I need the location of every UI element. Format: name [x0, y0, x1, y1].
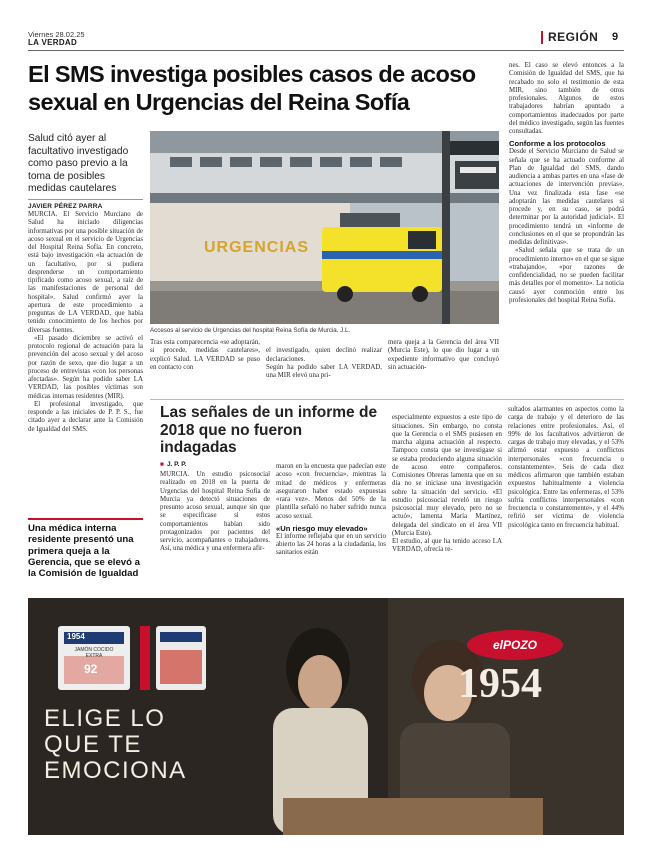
- ad-slogan-line: QUE TE: [44, 731, 142, 758]
- paragraph: «Salud señala que se trata de un procedimiento interno» en el que se sigue «trabajando», «por razones de confidencialidad, no se pueden facilitar más detalles por el momento». La noticia causó ayer conmoción entre los profesionales del hospital Reina Sofía.: [509, 247, 624, 304]
- box-column-1: [160, 471, 270, 591]
- paragraph: Tras esta comparecencia «se adoptarán, si procede, medidas cautelares», explicó Salud. LA VERDAD se puso en contacto con: [150, 339, 260, 371]
- paragraph: MURCIA. Un estudio psicosocial realizado en 2018 en la puerta de Urgencias del hospital Reina Sofía de Murcia ya detectó situaciones de presunto acoso sexual, aunque sin que se especificase si estos comportamientos habían sido protagonizados por pacientes del servicio, acompañantes o trabajadores. Así, una médica y una enfermera afir-: [160, 471, 270, 553]
- section-label: REGIÓN: [541, 31, 598, 44]
- ad-product-text: JAMÓN COCIDO EXTRA: [74, 647, 114, 659]
- article-headline: El SMS investiga posibles casos de acoso sexual en Urgencias del Reina Sofía: [28, 61, 476, 115]
- hospital-entrance-illustration: [150, 131, 499, 324]
- paragraph: especialmente expuestos a este tipo de situaciones. Sin embargo, no consta que la Gerencia o el SMS pusiesen en marcha alguna actuación al respecto. Tampoco consta que se investigase si se estaba produciendo alguna situación de acoso entre compañeros. Comisiones Obreras lamenta que en su día no se iniciase una investigación sobre la situación del servicio. «El estudio psicosocial reveló un riesgo psicosocial muy elevado, pero no se actuó», lamenta María Martínez, delegada del sindicato en el área VII (Murcia Este). El estudio, al que ha tenido acceso LA VERDAD, ofrecía re-: [392, 414, 502, 554]
- urgencias-sign: URGENCIAS: [204, 239, 310, 256]
- elpozo-logo[interactable]: elPOZO: [467, 630, 563, 660]
- box-subheading: «Un riesgo muy elevado»: [276, 523, 368, 533]
- box-column-2: [276, 463, 386, 591]
- paragraph: nes. El caso se elevó entonces a la Comisión de Igualdad del SMS, que ha recabado no solo el testimonio de esta MIR, sino también de otros profesionales. Algunos de estos trabajadores habrían apuntado a comportamientos inadecuados por parte del médico investigado, según las fuentes consultadas.: [509, 62, 624, 135]
- header-rule: [28, 50, 624, 51]
- featured-quote: Una médica interna residente presentó una primera queja a la Gerencia, que se elevó a la Comisión de Igualdad: [28, 518, 143, 579]
- box-column-3: [392, 406, 502, 591]
- urgencias-photo: [150, 131, 499, 324]
- photo-caption: Accesos al servicio de Urgencias del hospital Reina Sofía de Murcia. J.L.: [150, 327, 351, 334]
- paragraph: mera queja a la Gerencia del área VII (Murcia Este), lo que dio lugar a un expediente informativo que concluyó sin actuación-: [388, 339, 499, 371]
- article-subhead: Salud citó ayer al facultativo investigado como paso previo a la toma de posibles medidas cautelares: [28, 133, 129, 195]
- box-column-4: [508, 406, 624, 591]
- box-byline: ■ J. P. P.: [160, 461, 187, 468]
- paragraph: El informe reflejaba que en un servicio abierto las 24 horas a la ciudadanía, los sanitarios están: [276, 532, 386, 557]
- paragraph: «El pasado diciembre se activó el protocolo regional de actuación para la prevención del acoso sexual y del acoso por razón de sexo, que dio lugar a un proceso de entrevistas «con los personas afectadas». Según ha podido saber LA VERDAD, las posibles víctimas son médicas internas residentes (MIR).: [28, 334, 143, 400]
- paragraph: El profesional investigado, que responde a las iniciales de P. P. S., fue citado ayer a declarar ante la Comisión de Igualdad del SMS.: [28, 400, 143, 433]
- ad-product-year: 1954: [67, 632, 85, 641]
- article-column-1: [28, 211, 143, 511]
- article-column-2: [150, 339, 260, 389]
- article-column-right: [509, 62, 624, 390]
- article-byline: JAVIER PÉREZ PARRA: [28, 199, 143, 210]
- ad-slogan-line: ELIGE LO: [44, 705, 166, 732]
- paragraph: el investigado, quien declinó realizar declaraciones. Según ha podido saber LA VERDAD, una MIR elevó una pri-: [266, 347, 382, 379]
- article-column-4: [388, 339, 499, 389]
- ad-slogan: [44, 706, 187, 784]
- box-top-rule: [150, 399, 624, 400]
- paragraph: maron en la encuesta que padecían este acoso «con frecuencia», mientras la mitad de médicos y enfermeras aseguraron haber estado expuestas «rara vez». Menos del 50% de la plantilla señaló no haber sufrido nunca acoso sexual.: [276, 463, 386, 520]
- ad-slogan-line: EMOCIONA: [44, 757, 187, 784]
- advertisement[interactable]: [28, 598, 624, 835]
- newspaper-brand: LA VERDAD: [28, 38, 78, 47]
- article-subheading: Conforme a los protocolos: [509, 139, 606, 149]
- paragraph: Desde el Servicio Murciano de Salud se señala que se ha actuado conforme al Plan de Igualdad del SMS, dando audiencia a ambas partes en una «fase de actuaciones de intervención previas». Una vez finalizada esta fase «se adoptarán las medidas cautelares si procede y, en su caso, se podrá determinar por la autoridad judicial». El procedimiento tendrá un «informe de conclusiones en el que se propondrán las medidas definitivas».: [509, 148, 624, 246]
- box-headline: Las señales de un informe de 2018 que no fueron indagadas: [160, 404, 378, 456]
- ad-product-number: 92: [84, 662, 98, 676]
- page-number: 9: [612, 31, 619, 43]
- paragraph: sultados alarmantes en aspectos como la carga de trabajo y el deterioro de las relaciones entre profesionales. Así, el 99% de los facultativos advirtieron de cargas de trabajo muy elevadas, y el 53% afirmó estar expuesto a conflictos interpersonales «con frecuencia o constantemente». Seis de cada diez médicos afirmaron que también estaban expuestos habitualmente a violencia psicológica. Entre las enfermeras, el 53% sufría conflictos interpersonales «con frecuencia o constantemente», y el 44% refirió ser víctima de violencia psicológica tanto en frecuencia habitual.: [508, 406, 624, 529]
- paragraph: MURCIA. El Servicio Murciano de Salud ha iniciado diligencias informativas por una posible situación de acoso sexual en el servicio de Urgencias del Hospital Reina Sofía. En concreto, está bajo investigación «la actuación de un facultativo, por si pudiera desprenderse un comportamiento tipificado como acoso sexual, a raíz de las manifestaciones de personal del hospital». Salud confirmó ayer la apertura de este procedimiento a preguntas de LA VERDAD, que había tenido conocimiento de los hechos por diversas fuentes.: [28, 211, 143, 334]
- ad-year: 1954: [458, 661, 542, 707]
- issue-date: Viernes 28.02.25: [28, 30, 85, 39]
- article-column-3: [266, 339, 382, 389]
